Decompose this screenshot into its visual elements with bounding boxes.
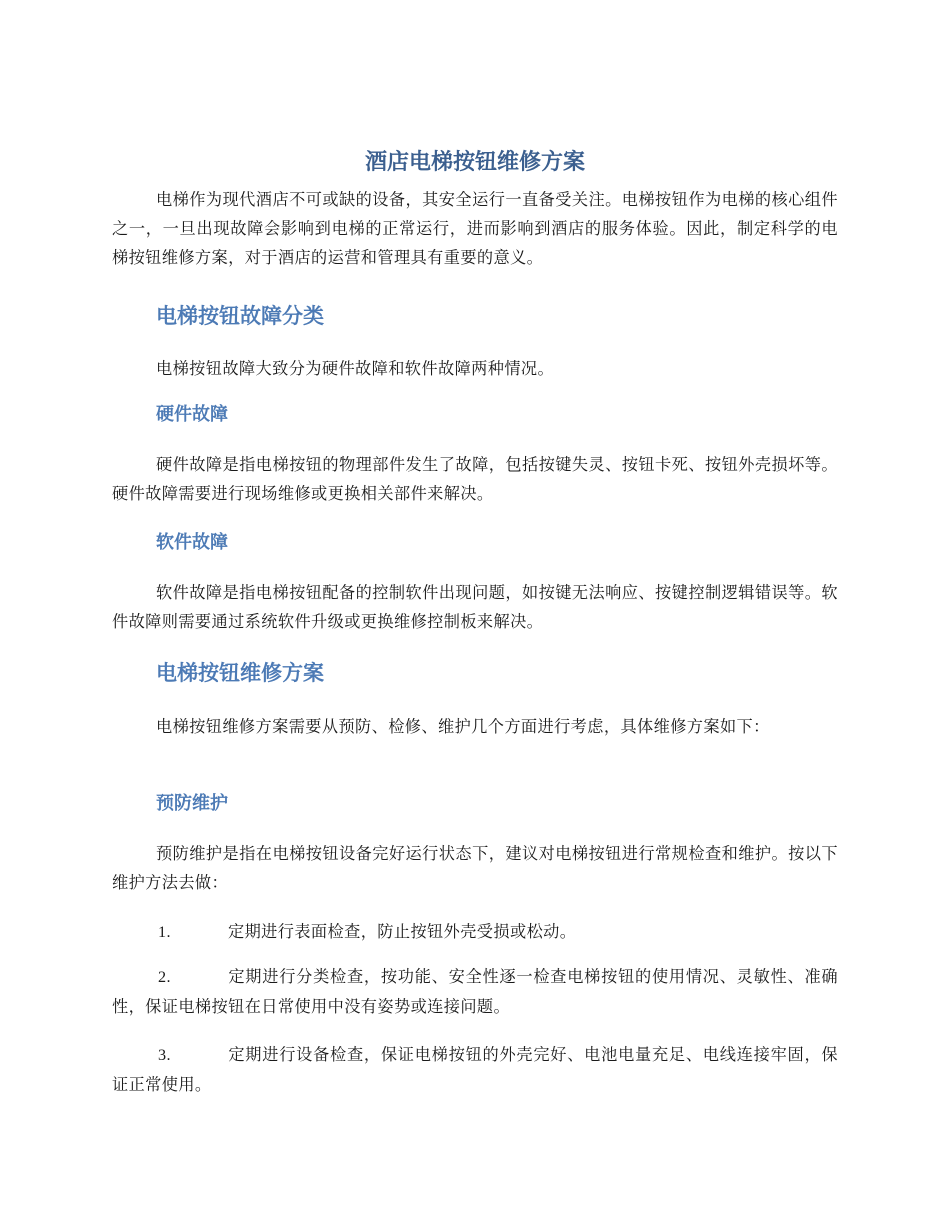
intro-paragraph: 电梯作为现代酒店不可或缺的设备，其安全运行一直备受关注。电梯按钮作为电梯的核心组件之一，一旦出现故障会影响到电梯的正常运行，进而影响到酒店的服务体验。因此，制定科学的电梯按钮维修方案，对于酒店的运营和管理具有重要的意义。 (112, 190, 838, 267)
list-item (112, 962, 838, 1021)
list-item-number: 1. (158, 923, 171, 941)
list-item-text: 定期进行设备检查，保证电梯按钮的外壳完好、电池电量充足、电线连接牢固，保证正常使用。 (112, 1045, 838, 1094)
section-heading-repair-plan: 电梯按钮维修方案 (156, 661, 324, 685)
list-item (112, 917, 838, 947)
repair-plan-paragraph: 电梯按钮维修方案需要从预防、检修、维护几个方面进行考虑，具体维修方案如下： (156, 717, 770, 736)
list-item-text: 定期进行表面检查，防止按钮外壳受损或松动。 (228, 922, 577, 941)
list-item-number: 3. (158, 1046, 171, 1064)
hardware-fault-paragraph: 硬件故障是指电梯按钮的物理部件发生了故障，包括按键失灵、按钮卡死、按钮外壳损坏等。硬件故障需要进行现场维修或更换相关部件来解决。 (112, 455, 838, 503)
list-item (112, 1040, 838, 1099)
fault-types-paragraph: 电梯按钮故障大致分为硬件故障和软件故障两种情况。 (156, 359, 555, 378)
document-title: 酒店电梯按钮维修方案 (364, 150, 585, 175)
section-heading-fault-types: 电梯按钮故障分类 (156, 304, 324, 328)
preventive-maintenance-paragraph: 预防维护是指在电梯按钮设备完好运行状态下，建议对电梯按钮进行常规检查和维护。按以下维护方法去做： (112, 844, 838, 892)
list-item-number: 2. (158, 968, 171, 986)
subheading-preventive-maintenance: 预防维护 (156, 793, 228, 814)
software-fault-paragraph: 软件故障是指电梯按钮配备的控制软件出现问题，如按键无法响应、按键控制逻辑错误等。软件故障则需要通过系统软件升级或更换维修控制板来解决。 (112, 583, 838, 631)
subheading-software-fault: 软件故障 (156, 532, 228, 553)
list-item-text: 定期进行分类检查，按功能、安全性逐一检查电梯按钮的使用情况、灵敏性、准确性，保证电梯按钮在日常使用中没有姿势或连接问题。 (112, 967, 838, 1016)
subheading-hardware-fault: 硬件故障 (156, 404, 228, 425)
